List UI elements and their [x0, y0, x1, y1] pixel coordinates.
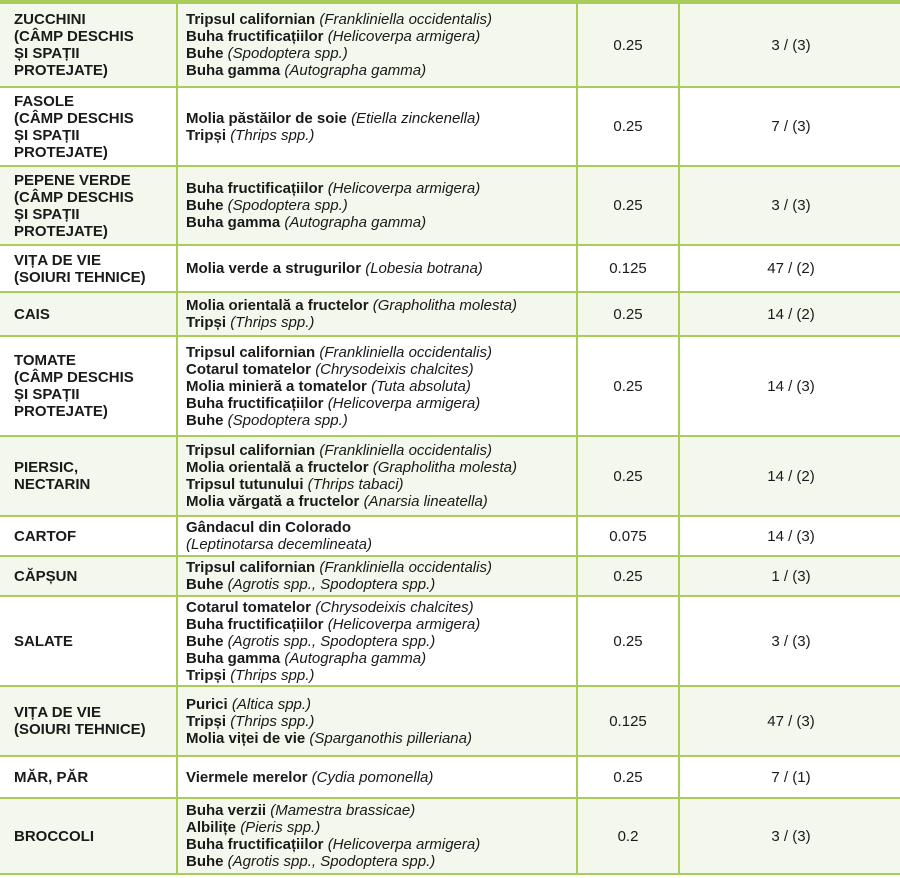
pest-item [186, 197, 572, 214]
pest-common-name: Molia orientală a fructelor [186, 459, 369, 476]
pest-common-name: Tripsul californian [186, 11, 316, 28]
pest-list [177, 245, 577, 292]
phi-value: 47 / (3) [679, 686, 900, 756]
pest-latin-name: (Etiella zinckenella) [351, 109, 481, 127]
table-row [0, 516, 900, 556]
pest-common-name: Buha fructificațiilor [186, 28, 324, 45]
pest-common-name: Molia orientală a fructelor [186, 297, 369, 314]
pest-latin-name: (Altica spp.) [231, 695, 312, 713]
pest-common-name: Tripși [186, 666, 227, 684]
phi-value: 3 / (3) [679, 166, 900, 245]
pest-item [186, 110, 572, 127]
phi-value: 7 / (3) [679, 87, 900, 166]
pest-list [177, 87, 577, 166]
pest-item [186, 493, 572, 510]
pest-item [186, 730, 572, 747]
phi-value: 7 / (1) [679, 756, 900, 798]
pest-common-name: Buha gamma [186, 649, 281, 667]
pest-latin-name: (Mamestra brassicae) [270, 802, 416, 819]
pest-item [186, 442, 572, 459]
crop-name: ZUCCHINI (CÂMP DESCHIS ȘI SPAȚII PROTEJATE) [14, 11, 134, 79]
table-row [0, 596, 900, 686]
crop-name: SALATE [14, 632, 73, 650]
pest-list [177, 292, 577, 336]
pest-latin-name: (Helicoverpa armigera) [327, 615, 481, 633]
pest-latin-name: (Thrips spp.) [230, 712, 315, 730]
table-row [0, 686, 900, 756]
pest-item [186, 260, 572, 277]
pest-item [186, 62, 572, 79]
pest-item [186, 616, 572, 633]
pest-common-name: Cotarul tomatelor [186, 598, 312, 616]
pest-list [177, 686, 577, 756]
pest-common-name: Cotarul tomatelor [186, 360, 312, 378]
pest-item [186, 344, 572, 361]
pest-list [177, 596, 577, 686]
pest-list [177, 798, 577, 874]
pest-latin-name: (Spodoptera spp.) [227, 45, 348, 62]
pest-item [186, 412, 572, 429]
pest-item [186, 536, 572, 553]
phi-value: 3 / (3) [679, 2, 900, 87]
table-row [0, 245, 900, 292]
crop-cell [0, 686, 177, 756]
crop-cell [0, 245, 177, 292]
pest-latin-name: (Grapholitha molesta) [372, 297, 517, 314]
crop-cell [0, 436, 177, 516]
pest-item [186, 361, 572, 378]
crop-name: PEPENE VERDE (CÂMP DESCHIS ȘI SPAȚII PROTEJATE) [14, 171, 134, 240]
pest-latin-name: (Helicoverpa armigera) [327, 180, 481, 197]
pest-latin-name: (Frankliniella occidentalis) [319, 343, 492, 361]
pest-latin-name: (Sparganothis pilleriana) [309, 729, 472, 747]
pest-common-name: Molia viței de vie [186, 729, 306, 747]
crop-cell [0, 292, 177, 336]
crop-name: VIȚA DE VIE (SOIURI TEHNICE) [14, 251, 146, 286]
pest-latin-name: (Tuta absoluta) [371, 377, 471, 395]
pest-latin-name: (Frankliniella occidentalis) [319, 442, 492, 459]
crop-cell [0, 556, 177, 596]
table-row [0, 436, 900, 516]
dose-value: 0.125 [577, 245, 679, 292]
pest-common-name: Tripși [186, 314, 227, 331]
pest-item [186, 633, 572, 650]
pest-common-name: Molia vărgată a fructelor [186, 493, 360, 510]
pest-common-name: Tripsul californian [186, 559, 316, 576]
pest-list [177, 336, 577, 436]
pest-latin-name: (Frankliniella occidentalis) [319, 559, 492, 576]
pest-latin-name: (Spodoptera spp.) [227, 197, 348, 214]
pest-list [177, 166, 577, 245]
pest-item [186, 180, 572, 197]
pest-latin-name: (Thrips spp.) [230, 314, 315, 331]
pest-common-name: Buha fructificațiilor [186, 615, 324, 633]
pest-item [186, 395, 572, 412]
pest-item [186, 127, 572, 144]
pest-list [177, 756, 577, 798]
pest-common-name: Molia minieră a tomatelor [186, 377, 367, 395]
pest-latin-name: (Spodoptera spp.) [227, 411, 348, 429]
crop-name: FASOLE (CÂMP DESCHIS ȘI SPAȚII PROTEJATE) [14, 92, 134, 161]
pest-item [186, 378, 572, 395]
pest-common-name: Buhe [186, 632, 224, 650]
pest-item [186, 297, 572, 314]
pest-latin-name: (Cydia pomonella) [311, 768, 434, 786]
pest-common-name: Tripsul californian [186, 343, 316, 361]
crop-name: CAIS [14, 305, 50, 323]
pest-item [186, 559, 572, 576]
pest-common-name: Gândacul din Colorado [186, 519, 352, 536]
pest-item [186, 696, 572, 713]
dose-value: 0.25 [577, 292, 679, 336]
dose-value: 0.075 [577, 516, 679, 556]
crop-cell [0, 596, 177, 686]
pest-latin-name: (Autographa gamma) [284, 214, 427, 231]
pest-latin-name: (Thrips spp.) [230, 666, 315, 684]
pest-list [177, 556, 577, 596]
pest-item [186, 576, 572, 593]
pest-common-name: Albilițe [186, 819, 237, 836]
pest-list [177, 436, 577, 516]
dose-value: 0.2 [577, 798, 679, 874]
pest-latin-name: (Frankliniella occidentalis) [319, 11, 492, 28]
pest-latin-name: (Thrips tabaci) [307, 476, 404, 493]
pest-common-name: Purici [186, 695, 228, 713]
crop-name: CARTOF [14, 527, 77, 545]
phi-value: 3 / (3) [679, 596, 900, 686]
pest-list [177, 2, 577, 87]
phi-value: 1 / (3) [679, 556, 900, 596]
pest-list [177, 516, 577, 556]
pest-common-name: Buhe [186, 45, 224, 62]
pest-item [186, 476, 572, 493]
pest-common-name: Buhe [186, 411, 224, 429]
phi-value: 3 / (3) [679, 798, 900, 874]
pest-item [186, 28, 572, 45]
dose-value: 0.125 [577, 686, 679, 756]
phi-value: 14 / (2) [679, 436, 900, 516]
dose-value: 0.25 [577, 2, 679, 87]
dose-value: 0.25 [577, 336, 679, 436]
pest-common-name: Buhe [186, 576, 224, 593]
pest-item [186, 519, 572, 536]
pest-latin-name: (Agrotis spp., Spodoptera spp.) [227, 853, 436, 870]
pest-latin-name: (Grapholitha molesta) [372, 459, 517, 476]
pest-latin-name: (Agrotis spp., Spodoptera spp.) [227, 576, 436, 593]
pest-common-name: Buha fructificațiilor [186, 180, 324, 197]
pest-common-name: Buha fructificațiilor [186, 394, 324, 412]
pest-common-name: Molia păstăilor de soie [186, 109, 347, 127]
table-row [0, 292, 900, 336]
pest-item [186, 819, 572, 836]
crop-name: VIȚA DE VIE (SOIURI TEHNICE) [14, 704, 146, 738]
table-row [0, 87, 900, 166]
pest-item [186, 45, 572, 62]
table-row [0, 336, 900, 436]
pest-common-name: Tripși [186, 712, 227, 730]
table-row [0, 556, 900, 596]
dose-value: 0.25 [577, 436, 679, 516]
crop-name: CĂPȘUN [14, 567, 78, 585]
pest-latin-name: (Pieris spp.) [240, 819, 321, 836]
crop-name: PIERSIC, NECTARIN [14, 459, 91, 493]
dose-value: 0.25 [577, 556, 679, 596]
pest-latin-name: (Helicoverpa armigera) [327, 394, 481, 412]
crop-name: TOMATE (CÂMP DESCHIS ȘI SPAȚII PROTEJATE) [14, 352, 134, 420]
pest-latin-name: (Anarsia lineatella) [363, 493, 488, 510]
pest-latin-name: (Chrysodeixis chalcites) [315, 360, 474, 378]
phi-value: 14 / (3) [679, 336, 900, 436]
pest-common-name: Buha fructificațiilor [186, 836, 324, 853]
pest-item [186, 713, 572, 730]
crop-cell [0, 516, 177, 556]
pest-item [186, 667, 572, 684]
crop-name: BROCCOLI [14, 827, 94, 845]
pest-item [186, 214, 572, 231]
pest-common-name: Tripsul californian [186, 442, 316, 459]
pest-common-name: Buha gamma [186, 62, 281, 79]
pest-item [186, 836, 572, 853]
pest-common-name: Buhe [186, 853, 224, 870]
pest-item [186, 650, 572, 667]
table-row [0, 166, 900, 245]
phi-value: 47 / (2) [679, 245, 900, 292]
pest-latin-name: (Autographa gamma) [284, 649, 427, 667]
pest-latin-name: (Chrysodeixis chalcites) [315, 598, 474, 616]
pest-item [186, 314, 572, 331]
pest-item [186, 769, 572, 786]
pest-latin-name: (Helicoverpa armigera) [327, 28, 481, 45]
pest-common-name: Tripsul tutunului [186, 476, 304, 493]
pest-latin-name: (Agrotis spp., Spodoptera spp.) [227, 632, 436, 650]
pest-latin-name: (Lobesia botrana) [365, 260, 483, 277]
pest-common-name: Tripși [186, 126, 227, 144]
pest-item [186, 802, 572, 819]
phi-value: 14 / (2) [679, 292, 900, 336]
pest-latin-name: (Leptinotarsa decemlineata) [186, 536, 372, 553]
dose-value: 0.25 [577, 756, 679, 798]
pest-latin-name: (Autographa gamma) [284, 62, 427, 79]
dose-value: 0.25 [577, 87, 679, 166]
table-row [0, 2, 900, 87]
phi-value: 14 / (3) [679, 516, 900, 556]
crop-cell [0, 756, 177, 798]
dose-value: 0.25 [577, 166, 679, 245]
pest-item [186, 459, 572, 476]
pest-common-name: Buha gamma [186, 214, 281, 231]
crop-cell [0, 87, 177, 166]
crop-cell [0, 2, 177, 87]
crop-cell [0, 166, 177, 245]
crop-cell [0, 798, 177, 874]
table-row [0, 798, 900, 874]
pest-common-name: Viermele merelor [186, 768, 308, 786]
crop-name: MĂR, PĂR [14, 768, 89, 786]
pest-item [186, 11, 572, 28]
pest-common-name: Buha verzii [186, 802, 267, 819]
pest-common-name: Molia verde a strugurilor [186, 260, 362, 277]
dose-value: 0.25 [577, 596, 679, 686]
pest-item [186, 853, 572, 870]
pest-latin-name: (Thrips spp.) [230, 126, 315, 144]
pest-item [186, 599, 572, 616]
table-row [0, 756, 900, 798]
pest-latin-name: (Helicoverpa armigera) [327, 836, 481, 853]
pest-common-name: Buhe [186, 197, 224, 214]
crop-cell [0, 336, 177, 436]
